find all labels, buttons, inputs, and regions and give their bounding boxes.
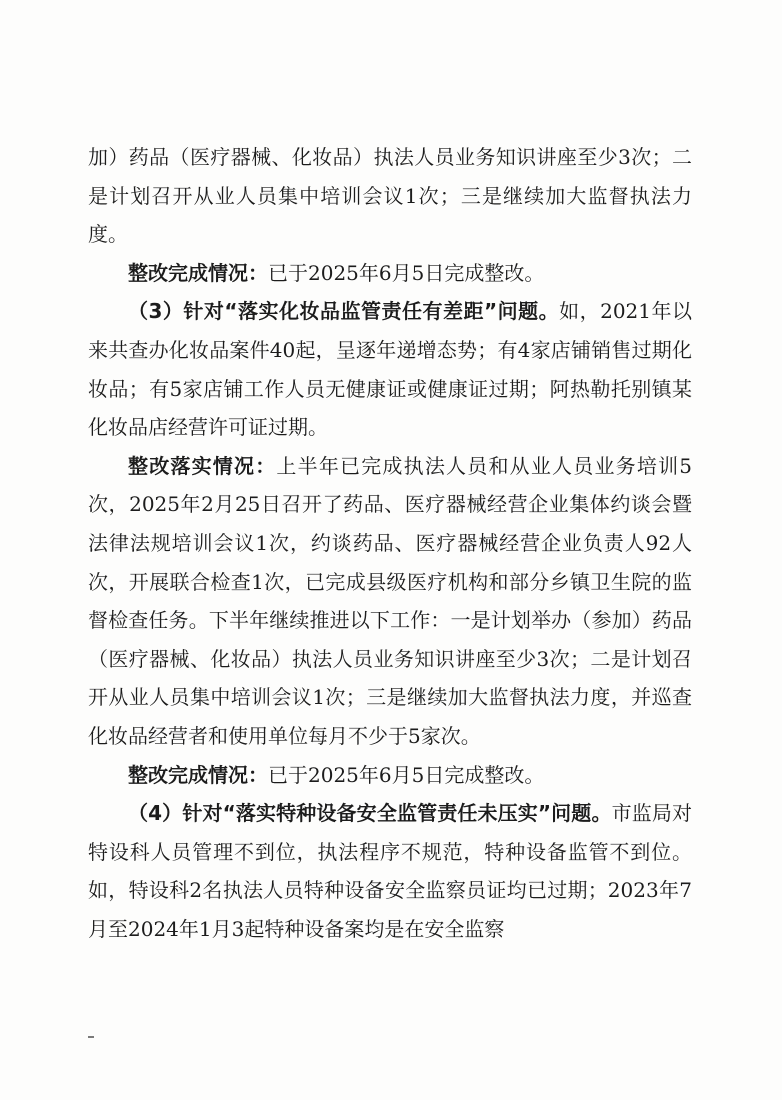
paragraph-2 xyxy=(88,254,692,293)
paragraph-5 xyxy=(88,756,692,795)
document-body xyxy=(88,138,692,948)
paragraph-6 xyxy=(88,794,692,948)
paragraph-6-text: 市监局对特设科人员管理不到位，执法程序不规范，特种设备监管不到位。如，特设科2名执法人员特种设备安全监察员证均已过期；2023年7月至2024年1月3起特种设备案均是在安全监察 xyxy=(88,801,692,941)
paragraph-3-text: 如，2021年以来共查办化妆品案件40起，呈逐年递增态势；有4家店铺销售过期化妆品；有5家店铺工作人员无健康证或健康证过期；阿热勒托别镇某化妆品店经营许可证过期。 xyxy=(88,299,692,440)
paragraph-4-text: 上半年已完成执法人员和从业人员业务培训5次，2025年2月25日召开了药品、医疗器械经营企业集体约谈会暨法律法规培训会议1次，约谈药品、医疗器械经营企业负责人92人次，开展联合检查1次，已完成县级医疗机构和部分乡镇卫生院的监督检查任务。下半年继续推进以下工作：一是计划举办（参加）药品（医疗器械、化妆品）执法人员业务知识讲座至少3次；二是计划召开从业人员集中培训会议1次；三是继续加大监督执法力度，并巡查化妆品经营者和使用单位每月不少于5家次。 xyxy=(88,453,692,748)
paragraph-2-lead: 整改完成情况： xyxy=(128,260,268,285)
paragraph-4-lead: 整改落实情况： xyxy=(128,453,277,478)
page-footer-mark xyxy=(88,1036,94,1038)
paragraph-3-lead: （3）针对“落实化妆品监管责任有差距”问题。 xyxy=(128,299,560,324)
paragraph-1 xyxy=(88,138,692,254)
paragraph-5-lead: 整改完成情况： xyxy=(128,762,268,787)
paragraph-6-lead: （4）针对“落实特种设备安全监管责任未压实”问题。 xyxy=(128,801,612,826)
paragraph-1-text: 加）药品（医疗器械、化妆品）执法人员业务知识讲座至少3次；二是计划召开从业人员集中培训会议1次；三是继续加大监督执法力度。 xyxy=(88,145,692,247)
paragraph-3 xyxy=(88,292,692,446)
paragraph-2-text: 已于2025年6月5日完成整改。 xyxy=(268,260,545,285)
paragraph-4 xyxy=(88,447,692,756)
paragraph-5-text: 已于2025年6月5日完成整改。 xyxy=(268,762,545,787)
